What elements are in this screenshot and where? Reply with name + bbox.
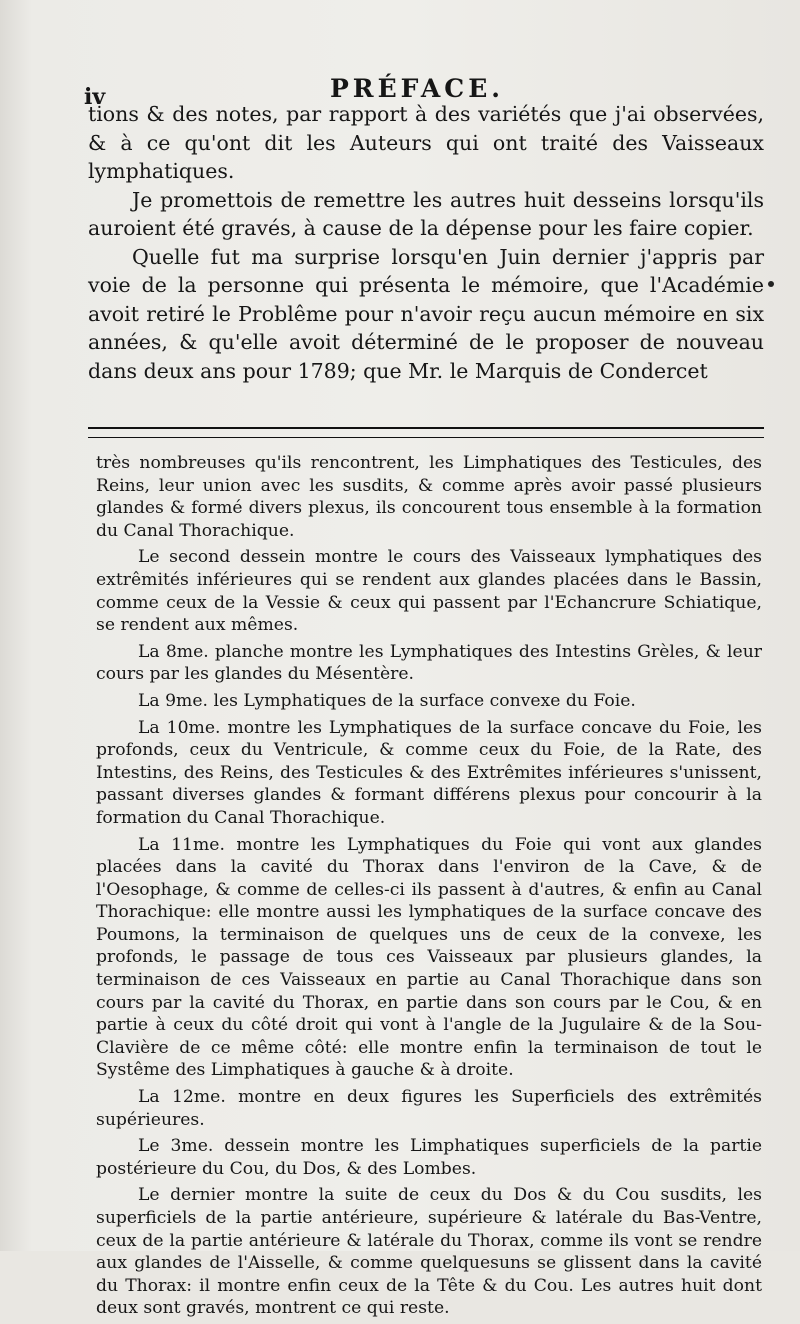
note-paragraph: Le 3me. dessein montre les Limphatiques superficiels de la partie postérieure du Cou, du Dos, & des Lombes.	[96, 1136, 762, 1179]
margin-mark	[768, 281, 774, 287]
footnote-rule	[88, 427, 764, 438]
note-paragraph: La 11me. montre les Lymphatiques du Foie qui vont aux glandes placées dans la cavité du Thorax dans l'environ de la Cave, & de l'Oesophage, & comme de celles-ci ils passent à d'autres, & enfin au Canal Thorachique: elle montre aussi les lymphatiques de la surface concave des Poumons, la terminaison de quelques uns de ceux de la convexe, les profonds, le passage de tous ces Vaisseaux par plusieurs glandes, la terminaison de ces Vaisseaux en partie au Canal Thorachique dans son cours par la cavité du Thorax, en partie dans son cours par le Cou, & en partie à ceux du côté droit qui vont à l'angle de la Jugulaire & de la Sou-Clavière de ce même côté: elle montre enfin la terminaison de tout le Systême des Limphatiques à gauche & à droite.	[96, 834, 762, 1081]
running-title: PRÉFACE.	[330, 74, 504, 103]
note-paragraph: La 9me. les Lymphatiques de la surface convexe du Foie.	[138, 690, 636, 711]
main-text	[88, 100, 764, 385]
footnote-text	[96, 452, 762, 1324]
note-paragraph: Le dernier montre la suite de ceux du Dos & du Cou susdits, les superficiels de la partie antérieure, supérieure & latérale du Bas-Ventre, ceux de la partie antérieure & latérale du Thorax, comme ils vont se rendre aux glandes de l'Aisselle, & comme quelquesuns se glissent dans la cavité du Thorax: il montre enfin ceux de la Tête & du Cou. Les autres huit dont deux sont gravés, montrent ce qui reste.	[96, 1185, 762, 1319]
note-paragraph: La 8me. planche montre les Lymphatiques des Intestins Grèles, & leur cours par les glandes du Mésentère.	[96, 641, 762, 685]
note-paragraph: Le second dessein montre le cours des Vaisseaux lymphatiques des extrêmités inférieures qui se rendent aux glandes placées dans le Bassin, comme ceux de la Vessie & ceux qui passent par l'Echancrure Schiatique, se rendent aux mêmes.	[96, 547, 762, 636]
note-paragraph: La 12me. montre en deux figures les Superficiels des extrêmités supérieures.	[96, 1087, 762, 1130]
note-paragraph: La 10me. montre les Lymphatiques de la surface concave du Foie, les profonds, ceux du Ventricule, & comme ceux du Foie, de la Rate, des Intestins, des Reins, des Testicules & des Extrêmites inférieures s'unissent, passant diverses glandes & formant différens plexus pour concourir à la formation du Canal Thorachique.	[96, 717, 762, 828]
body-paragraph: tions & des notes, par rapport à des variétés que j'ai observées, & à ce qu'ont dit les Auteurs qui ont traité des Vaisseaux lymphatiques.	[88, 102, 764, 183]
body-paragraph: Je promettois de remettre les autres huit desseins lorsqu'ils auroient été gravés, à cause de la dépense pour les faire copier.	[88, 187, 764, 240]
note-paragraph: très nombreuses qu'ils rencontrent, les Limphatiques des Testicules, des Reins, leur union avec les susdits, & comme après avoir passé plusieurs glandes & formé divers plexus, ils concourent tous ensemble à la formation du Canal Thorachique.	[96, 453, 762, 541]
page-number: iv	[84, 84, 106, 110]
body-paragraph: Quelle fut ma surprise lorsqu'en Juin dernier j'appris par voie de la personne qui présenta le mémoire, que l'Académie avoit retiré le Problême pour n'avoir reçu aucun mémoire en six années, & qu'elle avoit déterminé de le proposer de nouveau dans deux ans pour 1789; que Mr. le Marquis de Condercet	[88, 244, 764, 383]
